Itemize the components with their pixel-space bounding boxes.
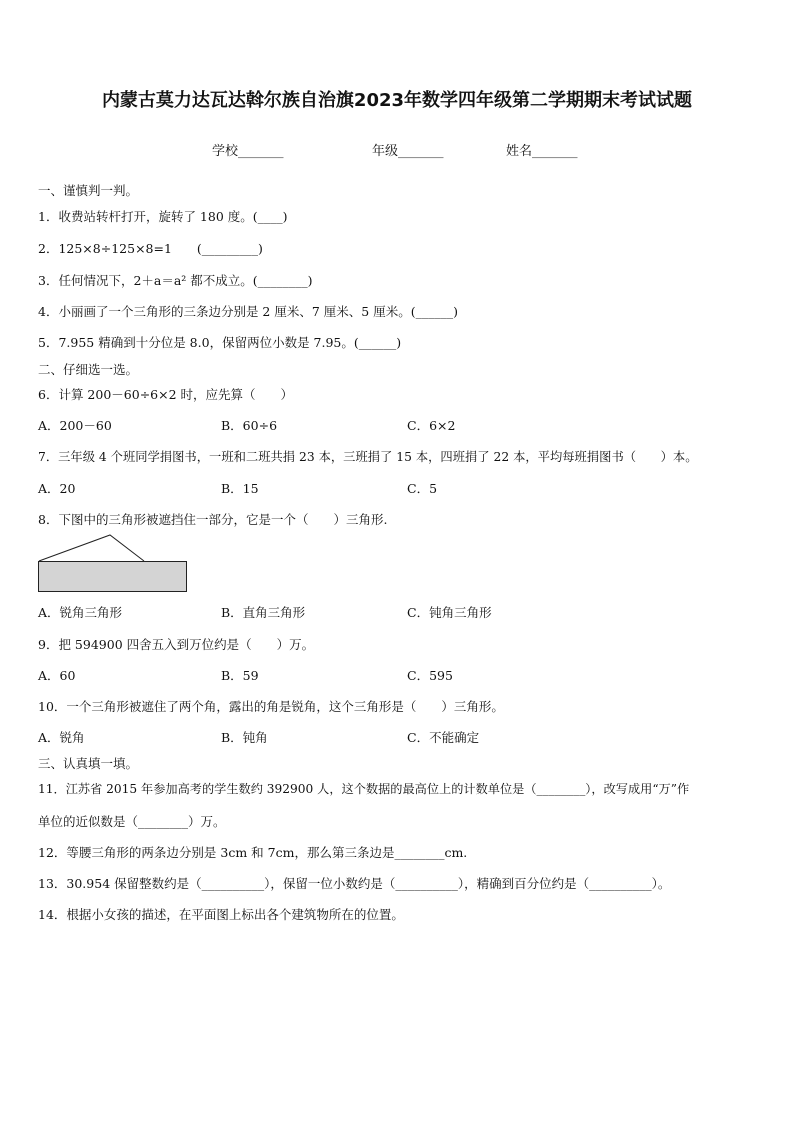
question-3: 3．任何情况下，2＋a＝a² 都不成立。(________): [38, 273, 313, 288]
school-field: 学校_______: [212, 144, 284, 159]
triangle-figure-svg: [38, 533, 190, 595]
question-13: 13．30.954 保留整数约是（__________），保留一位小数约是（__________），精确到百分位约是（__________）。: [38, 876, 671, 891]
question-6: 6．计算 200－60÷6×2 时，应先算（ ）: [38, 387, 294, 402]
q10-option-b: B．钝角: [221, 730, 268, 745]
exam-title: 内蒙古莫力达瓦达斡尔族自治旗2023年数学四年级第二学期期末考试试题: [101, 90, 693, 111]
question-5: 5．7.955 精确到十分位是 8.0，保留两位小数是 7.95。(______): [38, 335, 402, 350]
question-11-line-2: 单位的近似数是（________）万。: [38, 814, 226, 829]
question-12: 12．等腰三角形的两条边分别是 3cm 和 7cm，那么第三条边是________cm.: [38, 845, 468, 860]
triangle-edges: [39, 535, 144, 561]
q8-option-b: B．直角三角形: [221, 605, 306, 620]
q9-option-b: B．59: [221, 668, 259, 683]
q10-option-a: A．锐角: [38, 730, 85, 745]
name-field: 姓名_______: [506, 144, 578, 159]
occluded-triangle-figure: [38, 533, 190, 599]
q8-option-a: A．锐角三角形: [38, 605, 123, 620]
question-8: 8．下图中的三角形被遮挡住一部分，它是一个（ ）三角形.: [38, 512, 388, 527]
q7-option-c: C．5: [407, 481, 438, 496]
q6-option-c: C．6×2: [407, 418, 456, 433]
section-heading-1: 一、谨慎判一判。: [38, 183, 139, 198]
q6-option-a: A．200－60: [38, 418, 112, 433]
question-10: 10．一个三角形被遮住了两个角，露出的角是锐角，这个三角形是（ ）三角形。: [38, 699, 504, 714]
question-7: 7．三年级 4 个班同学捐图书，一班和二班共捐 23 本，三班捐了 15 本，四班捐了 22 本，平均每班捐图书（ ）本。: [38, 450, 698, 464]
q10-option-c: C．不能确定: [407, 730, 480, 745]
q9-option-a: A．60: [38, 668, 76, 683]
q7-option-b: B．15: [221, 481, 259, 496]
q9-option-c: C．595: [407, 668, 453, 683]
question-9: 9．把 594900 四舍五入到万位约是（ ）万。: [38, 637, 315, 652]
grade-field: 年级_______: [372, 144, 444, 159]
occluding-rectangle: [39, 562, 187, 592]
q7-option-a: A．20: [38, 481, 76, 496]
question-11-line-1: 11．江苏省 2015 年参加高考的学生数约 392900 人，这个数据的最高位上的计数单位是（________），改写成用“万”作: [38, 782, 690, 796]
section-heading-2: 二、仔细选一选。: [38, 362, 139, 377]
section-heading-3: 三、认真填一填。: [38, 756, 139, 771]
question-1: 1．收费站转杆打开，旋转了 180 度。(____): [38, 209, 288, 224]
question-2: 2．125×8÷125×8=1 (_________): [38, 241, 263, 256]
question-14: 14．根据小女孩的描述，在平面图上标出各个建筑物所在的位置。: [38, 907, 404, 922]
q6-option-b: B．60÷6: [221, 418, 278, 433]
q8-option-c: C．钝角三角形: [407, 605, 492, 620]
question-4: 4．小丽画了一个三角形的三条边分别是 2 厘米、7 厘米、5 厘米。(______): [38, 304, 458, 319]
